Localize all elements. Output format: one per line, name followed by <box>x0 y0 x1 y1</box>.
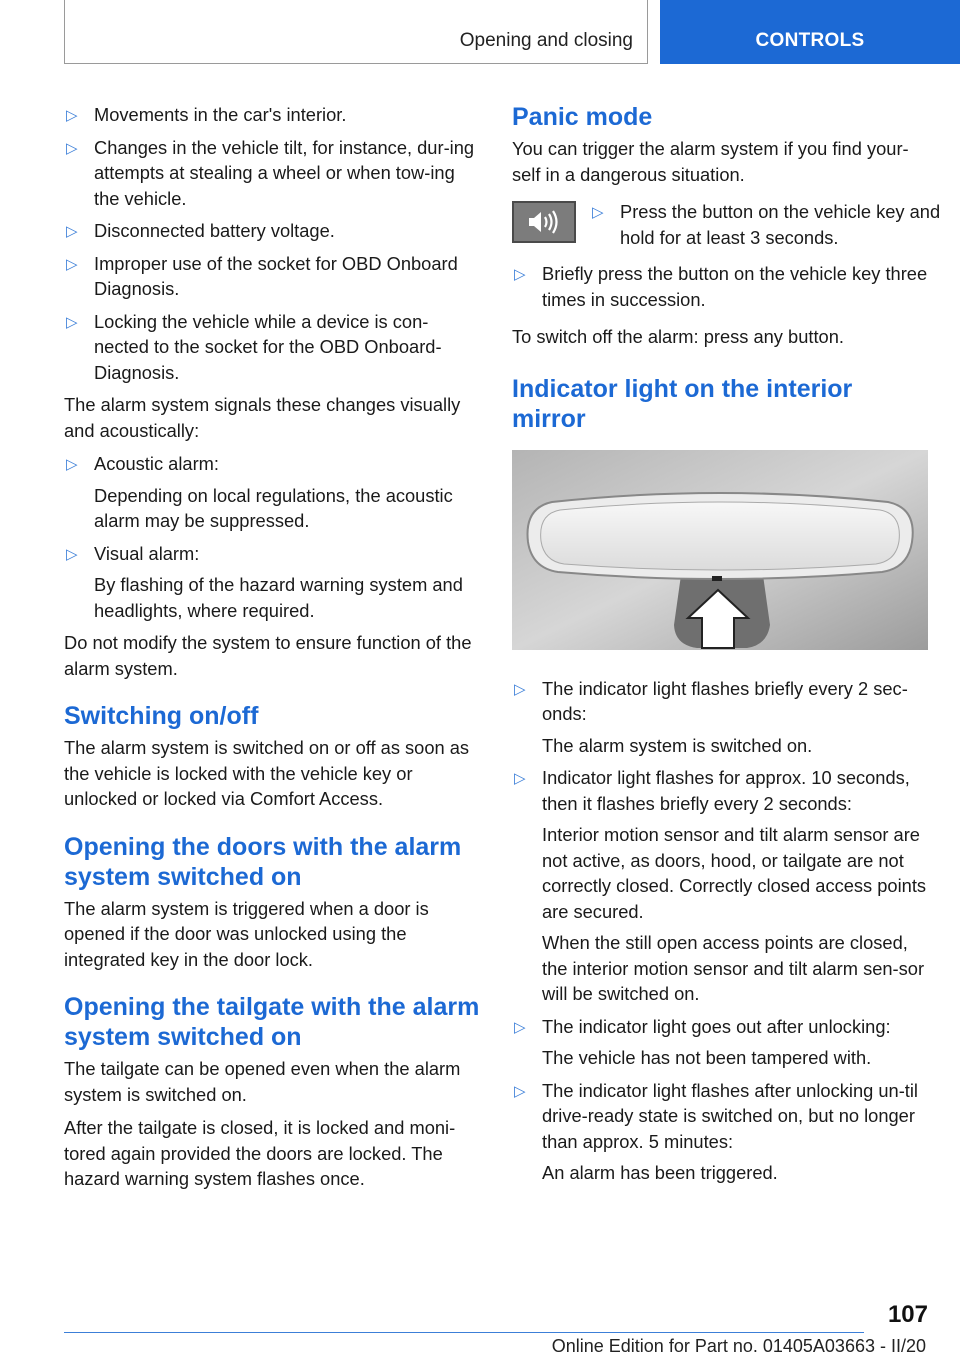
switching-text: The alarm system is switched on or off as soon as the vehicle is locked with the vehicle key or unlocked or locked via Comfort Access. <box>64 737 470 809</box>
panic-intro: You can trigger the alarm system if you find your‐self in a dangerous situation. <box>512 138 909 185</box>
list-item-acoustic: ▷ Acoustic alarm: Depending on local regulations, the acoustic alarm may be suppressed. <box>66 453 453 531</box>
list-item: ▷ Changes in the vehicle tilt, for instance, dur‐ing attempts at stealing a wheel or when tow‐ing the vehicle. <box>66 136 475 209</box>
header-chapter-title: CONTROLS <box>755 30 865 51</box>
list-item-brief: ▷ Briefly press the button on the vehicle key three times in succession. <box>514 263 928 310</box>
panic-button-row <box>512 199 941 255</box>
switch-off-text: To switch off the alarm: press any button. <box>512 326 844 347</box>
triangle-bullet-icon: ▷ <box>514 1082 526 1100</box>
tailgate-text-2: After the tailgate is closed, it is locked and moni‐tored again provided the doors are locked. The hazard warning system flashes once. <box>64 1117 456 1189</box>
list-item: ▷ Improper use of the socket for OBD Onboard Diagnosis. <box>66 252 458 299</box>
triangle-bullet-icon: ▷ <box>66 456 78 473</box>
list-item: ▷ The indicator light flashes after unlocking un‐til drive-ready state is switched on, but no longer than approx. 5 minutes: An alarm has been triggered. <box>514 1079 918 1183</box>
triangle-bullet-icon: ▷ <box>66 545 78 563</box>
header-section-title: Opening and closing <box>459 30 633 51</box>
speaker-sound-icon <box>512 201 576 243</box>
header-chapter-tab <box>660 0 960 64</box>
triangle-bullet-icon: ▷ <box>514 1018 526 1036</box>
triangle-bullet-icon: ▷ <box>66 313 78 331</box>
left-column <box>64 102 480 1200</box>
right-column <box>512 102 941 1193</box>
tailgate-text-1: The tailgate can be opened even when the alarm system is switched on. <box>64 1058 461 1105</box>
list-item-visual: ▷ Visual alarm: By flashing of the hazard warning system and headlights, where required. <box>66 542 463 621</box>
triangle-bullet-icon: ▷ <box>514 770 526 787</box>
triangle-bullet-icon: ▷ <box>514 680 526 698</box>
indicator-heading: Indicator light on the interior mirror <box>512 374 853 433</box>
footer-edition: Online Edition for Part no. 01405A03663 - II/20 <box>551 1336 926 1356</box>
list-item: ▷ The indicator light flashes briefly every 2 sec‐onds: The alarm system is switched on. <box>514 677 908 756</box>
no-modify-text: Do not modify the system to ensure function of the alarm system. <box>64 632 472 679</box>
tailgate-heading: Opening the tailgate with the alarm system switched on <box>64 993 480 1051</box>
page-number: 107 <box>887 1301 928 1328</box>
triangle-bullet-icon: ▷ <box>66 107 78 124</box>
list-item: ▷ The indicator light goes out after unlocking: The vehicle has not been tampered with. <box>514 1015 891 1068</box>
list-item: ▷ Movements in the car's interior. <box>64 102 480 128</box>
list-item-press: ▷ Press the button on the vehicle key and hold for at least 3 seconds. <box>592 201 941 248</box>
panic-heading: Panic mode <box>512 103 653 131</box>
list-item: ▷ Locking the vehicle while a device is con‐nected to the socket for the OBD Onboard-Diagnosis. <box>66 310 442 383</box>
interior-mirror-image <box>512 450 928 650</box>
list-item: ▷ Indicator light flashes for approx. 10 seconds, then it flashes briefly every 2 seconds: Interior motion sensor and tilt alarm sensor are not active, as doors, hood, or tailgate are not correctly closed. Correctly closed access points are secured. When the still open access points are closed, the interior motion sensor and tilt alarm sen‐sor will be switched on. <box>514 767 927 1004</box>
header-section-box <box>64 0 648 64</box>
switching-heading: Switching on/off <box>64 702 259 730</box>
signals-intro: The alarm system signals these changes visually and acoustically: <box>64 394 461 441</box>
triangle-bullet-icon: ▷ <box>592 204 604 221</box>
doors-heading: Opening the doors with the alarm system switched on <box>64 832 462 891</box>
doors-text: The alarm system is triggered when a door is opened if the door was unlocked using the integrated key in the door lock. <box>64 897 429 970</box>
triangle-bullet-icon: ▷ <box>514 266 526 283</box>
triangle-bullet-icon: ▷ <box>66 139 78 157</box>
triangle-bullet-icon: ▷ <box>66 255 78 273</box>
list-item: ▷ Disconnected battery voltage. <box>64 218 480 244</box>
triangle-bullet-icon: ▷ <box>66 223 78 240</box>
footer-divider <box>64 1332 864 1333</box>
